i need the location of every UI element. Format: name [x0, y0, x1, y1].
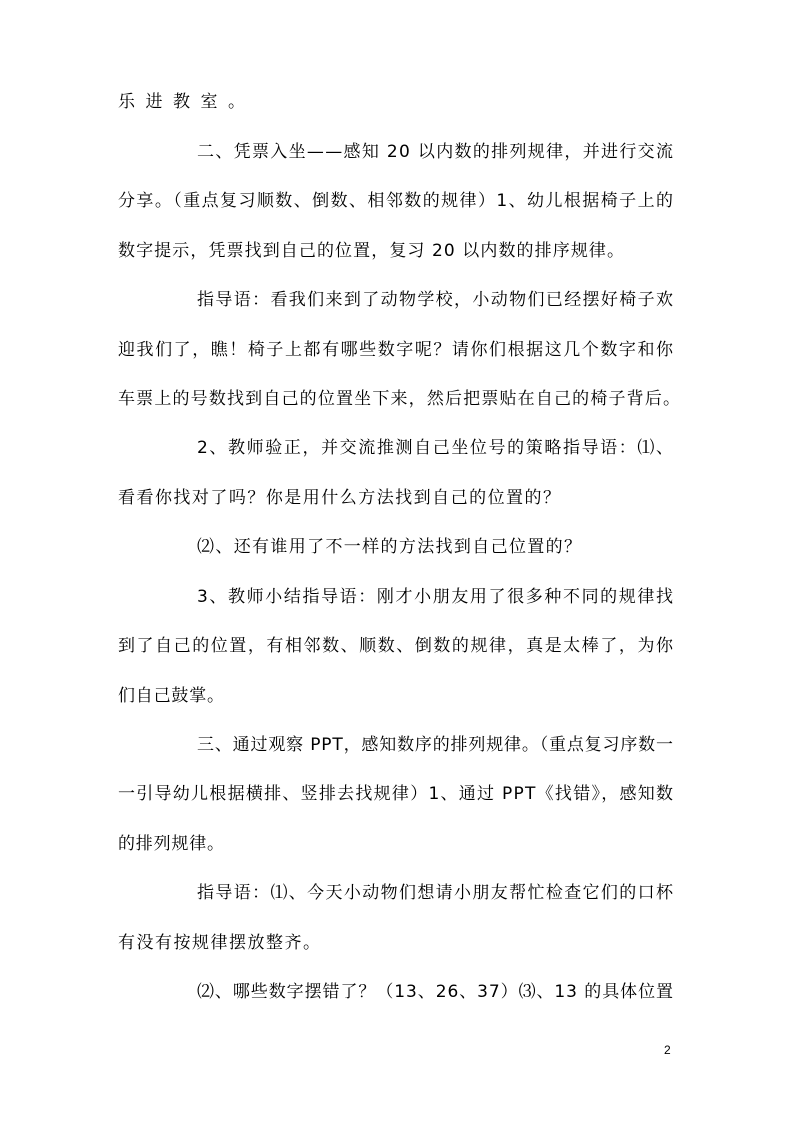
line-text: 有没有按规律摆放整齐。: [118, 933, 322, 953]
line-text: 2、教师验正，并交流推测自己坐位号的策略指导语：⑴、: [197, 438, 675, 458]
line-9: [0, 486, 794, 510]
line-16: [0, 832, 794, 856]
line-text: 看看你找对了吗？你是用什么方法找到自己的位置的？: [118, 488, 562, 508]
line-14: [0, 733, 794, 757]
line-text: 乐进教室。: [118, 92, 256, 112]
line-text: 指导语：看我们来到了动物学校，小动物们已经摆好椅子欢: [197, 290, 675, 310]
line-text: 迎我们了，瞧！椅子上都有哪些数字呢？请你们根据这几个数字和你: [118, 340, 675, 360]
line-17: [0, 881, 794, 905]
line-text: 数字提示，凭票找到自己的位置，复习 20 以内数的排序规律。: [118, 241, 626, 261]
line-text: 二、凭票入坐——感知 20 以内数的排列规律，并进行交流: [197, 142, 675, 162]
line-text: ⑵、哪些数字摆错了？（13、26、37）⑶、13 的具体位置: [197, 982, 674, 1002]
line-text: 们自己鼓掌。: [118, 686, 225, 706]
line-6: [0, 338, 794, 362]
line-18: [0, 931, 794, 955]
line-text: 分享。（重点复习顺数、倒数、相邻数的规律）1、幼儿根据椅子上的: [118, 191, 675, 211]
line-text: ⑵、还有谁用了不一样的方法找到自己位置的？: [197, 537, 583, 557]
line-4: [0, 239, 794, 263]
line-text: 指导语：⑴、今天小动物们想请小朋友帮忙检查它们的口杯: [197, 883, 675, 903]
line-19: [0, 980, 794, 1004]
line-12: [0, 634, 794, 658]
line-11: [0, 585, 794, 609]
line-7: [0, 387, 794, 411]
line-text: 的排列规律。: [118, 834, 225, 854]
line-1: [0, 90, 794, 114]
line-text: 车票上的号数找到自己的位置坐下来，然后把票贴在自己的椅子背后。: [118, 389, 682, 409]
line-2: [0, 140, 794, 164]
line-text: 3、教师小结指导语：刚才小朋友用了很多种不同的规律找: [197, 587, 675, 607]
line-text: 三、通过观察 PPT，感知数序的排列规律。（重点复习序数一: [197, 735, 674, 755]
line-8: [0, 436, 794, 460]
line-15: [0, 782, 794, 806]
line-13: [0, 684, 794, 708]
line-3: [0, 189, 794, 213]
line-text: 一引导幼儿根据横排、竖排去找规律）1、通过 PPT《找错》，感知数: [118, 784, 675, 804]
line-text: 到了自己的位置，有相邻数、顺数、倒数的规律，真是太棒了，为你: [118, 636, 675, 656]
line-10: [0, 535, 794, 559]
page-number: 2: [664, 1043, 671, 1057]
line-5: [0, 288, 794, 312]
